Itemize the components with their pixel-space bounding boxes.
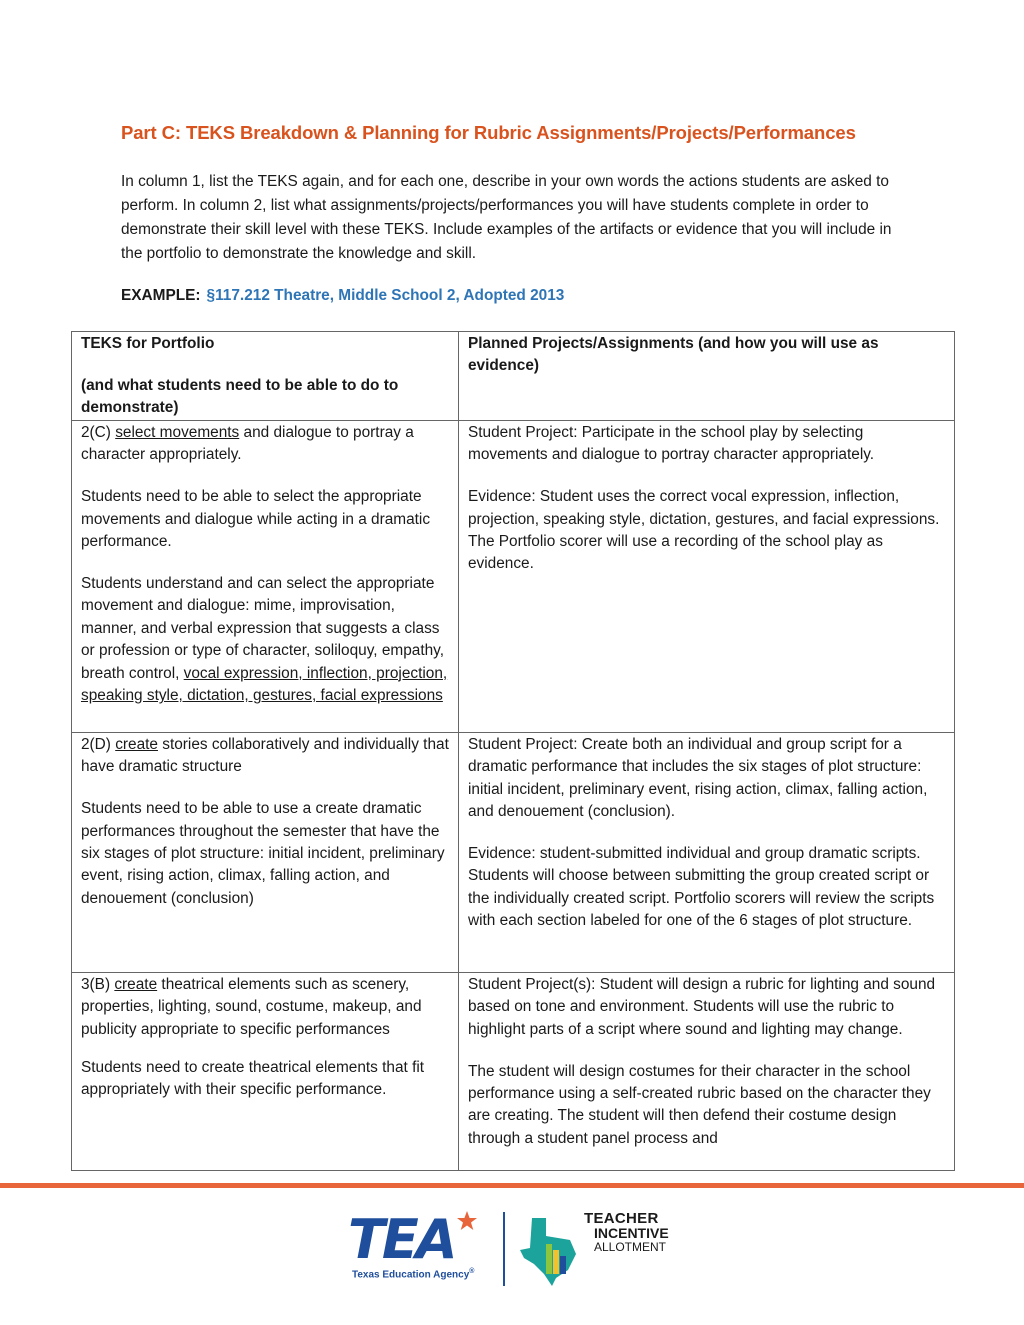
teks-explanation: Students need to be able to select the appropriate movements and dialogue while acting in a dramatic performance. xyxy=(81,488,431,551)
tia-line1: TEACHER xyxy=(584,1210,659,1227)
teks-statement xyxy=(81,734,449,779)
table-header-row xyxy=(72,332,955,421)
teks-cell xyxy=(72,420,459,732)
example-label: EXAMPLE: xyxy=(121,287,201,304)
logo-divider xyxy=(503,1212,505,1286)
tea-logo: TEA xyxy=(348,1208,455,1271)
table-row xyxy=(72,972,955,1170)
teks-desc: stories collaboratively and individually that have dramatic structure xyxy=(81,735,449,776)
teks-table xyxy=(71,331,955,1171)
project-cell xyxy=(459,420,955,732)
teks-detail-underlined: vocal expression, inflection, projection, speaking style, dictation, gestures, facial expressions xyxy=(81,664,448,705)
example-line xyxy=(121,287,564,305)
project-evidence: Evidence: student-submitted individual and group dramatic scripts. Students will choose between submitting the group created script or the individually created script. Portfolio scorers will review the scripts with each section labeled for one of the 6 stages of plot structure. xyxy=(468,845,935,930)
project-evidence: Evidence: Student uses the correct vocal expression, inflection, projection, speaking style, dictation, gestures, and facial expressions. The Portfolio scorer will use a recording of the school play as evidence. xyxy=(468,488,940,573)
project-cell xyxy=(459,972,955,1170)
teks-desc: theatrical elements such as scenery, properties, lighting, sound, costume, makeup, and publicity appropriate to specific performances xyxy=(81,975,422,1038)
footer-rule xyxy=(0,1183,1024,1188)
example-reference: §117.212 Theatre, Middle School 2, Adopted 2013 xyxy=(206,287,565,304)
tia-line3: ALLOTMENT xyxy=(594,1240,667,1254)
teks-desc: and dialogue to portray a character appropriately. xyxy=(81,423,414,464)
header-cell-teks xyxy=(72,332,459,421)
teks-verb: select movements xyxy=(115,423,240,441)
star-icon xyxy=(456,1210,478,1232)
project-evidence: The student will design costumes for their character in the school performance using a self-created rubric based on the character they are creating. The student will then defend their costume design through a student panel process and xyxy=(468,1062,931,1147)
teks-statement xyxy=(81,422,449,467)
teks-code: 3(B) xyxy=(81,975,115,993)
tea-agency-name: Texas Education Agency® xyxy=(352,1268,475,1281)
intro-paragraph: In column 1, list the TEKS again, and for each one, describe in your own words the actions students are asked to perform. In column 2, list what assignments/projects/performances you will have students complete in order to demonstrate their skill level with these TEKS. Include examples of the artifacts or evidence that you will include in the portfolio to demonstrate the knowledge and skill. xyxy=(121,173,892,262)
teks-verb: create xyxy=(115,735,158,753)
project-description: Student Project: Create both an individual and group script for a dramatic performance that includes the six stages of plot structure: initial incident, preliminary event, rising action, climax, falling action, and denouement (conclusion). xyxy=(468,735,928,821)
tia-line2: INCENTIVE xyxy=(594,1225,669,1241)
tia-logo-text xyxy=(584,1212,669,1254)
col1-header: TEKS for Portfolio xyxy=(81,335,215,352)
project-cell xyxy=(459,732,955,972)
teks-explanation: Students need to create theatrical elements that fit appropriately with their specific performance. xyxy=(81,1059,425,1099)
teks-cell xyxy=(72,972,459,1170)
teks-statement xyxy=(81,974,449,1041)
teks-cell xyxy=(72,732,459,972)
page-heading: Part C: TEKS Breakdown & Planning for Rubric Assignments/Projects/Performances xyxy=(121,122,856,143)
footer-logos xyxy=(348,1208,678,1290)
project-description: Student Project(s): Student will design a rubric for lighting and sound based on tone and environment. Students will use the rubric to highlight parts of a script where sound and lighting may change. xyxy=(468,975,936,1038)
teks-code: 2(D) xyxy=(81,735,116,753)
registered-mark: ® xyxy=(469,1268,475,1275)
teks-explanation: Students need to be able to use a create dramatic performances throughout the semester that have the six stages of plot structure: initial incident, preliminary event, rising action, climax, falling action, and denouement (conclusion) xyxy=(81,800,445,907)
col1-subheader: (and what students need to be able to do to demonstrate) xyxy=(81,377,399,417)
col2-header: Planned Projects/Assignments (and how you will use as evidence) xyxy=(468,335,879,375)
texas-map-icon xyxy=(518,1214,580,1286)
teks-verb: create xyxy=(114,975,158,993)
teks-detail-text: Students understand and can select the appropriate movement and dialogue: mime, improvisation, manner, and verbal expression that suggests a class or profession or type of character, soliloquy, empathy, breath control, xyxy=(81,575,445,682)
teks-code: 2(C) xyxy=(81,423,116,441)
project-description: Student Project: Participate in the school play by selecting movements and dialogue to portray character appropriately. xyxy=(468,423,875,464)
table-row xyxy=(72,732,955,972)
table-row xyxy=(72,420,955,732)
header-cell-projects xyxy=(459,332,955,421)
teks-detail xyxy=(81,573,449,707)
